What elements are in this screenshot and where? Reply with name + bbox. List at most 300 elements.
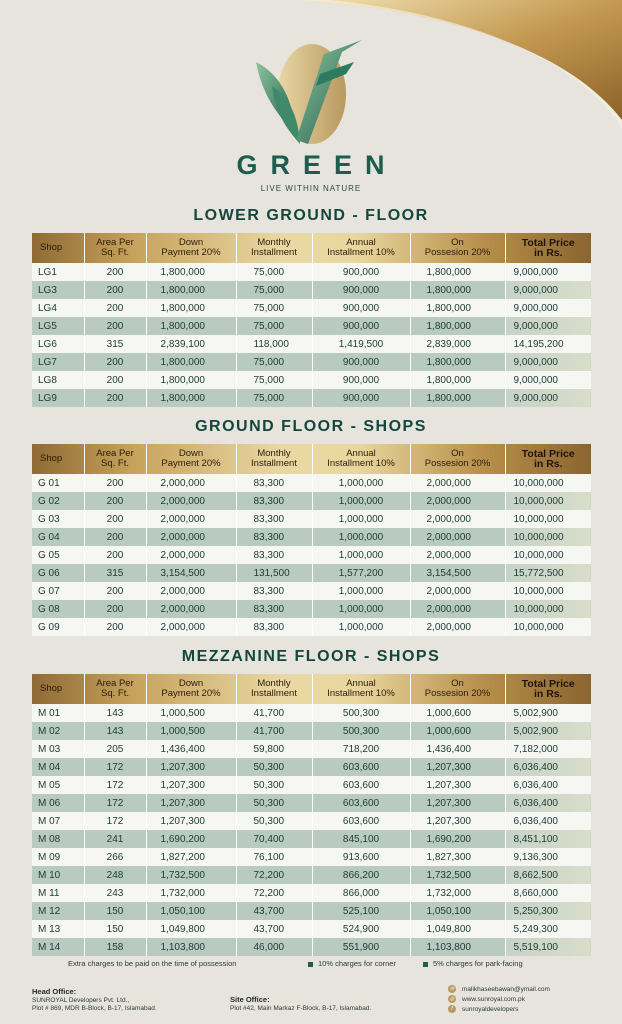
cell-area: 200 (84, 600, 146, 618)
cell-shop: LG3 (32, 281, 84, 299)
cell-shop: G 05 (32, 546, 84, 564)
cell-annual: 603,600 (312, 758, 410, 776)
table-row (32, 564, 591, 582)
cell-possession: 1,800,000 (410, 281, 505, 299)
cell-shop: M 12 (32, 902, 84, 920)
cell-possession: 2,839,000 (410, 335, 505, 353)
brand-tagline: LIVE WITHIN NATURE (260, 184, 362, 193)
cell-shop: LG6 (32, 335, 84, 353)
cell-annual: 603,600 (312, 794, 410, 812)
cell-area: 200 (84, 281, 146, 299)
price-table-lower-ground (32, 233, 591, 407)
cell-total: 9,000,000 (505, 371, 591, 389)
cell-annual: 866,000 (312, 884, 410, 902)
cell-annual: 1,000,000 (312, 546, 410, 564)
cell-monthly: 75,000 (236, 353, 312, 371)
col-header-total: Total Price in Rs. (521, 678, 575, 700)
cell-possession: 1,207,300 (410, 794, 505, 812)
table-row (32, 353, 591, 371)
cell-down: 1,207,300 (146, 812, 236, 830)
cell-down: 2,000,000 (146, 582, 236, 600)
cell-annual: 603,600 (312, 812, 410, 830)
site-office-label: Site Office: (230, 995, 270, 1004)
brand-name: GREEN (236, 150, 398, 180)
cell-annual: 900,000 (312, 317, 410, 335)
cell-area: 205 (84, 740, 146, 758)
cell-possession: 1,436,400 (410, 740, 505, 758)
cell-shop: M 07 (32, 812, 84, 830)
cell-possession: 2,000,000 (410, 474, 505, 492)
note-corner: 10% charges for corner (308, 959, 396, 968)
cell-area: 200 (84, 510, 146, 528)
contact-info (448, 984, 550, 1014)
cell-down: 3,154,500 (146, 564, 236, 582)
cell-possession: 1,000,600 (410, 704, 505, 722)
table-row (32, 704, 591, 722)
cell-total: 10,000,000 (505, 600, 591, 618)
cell-shop: G 03 (32, 510, 84, 528)
table-row (32, 263, 591, 281)
cell-area: 200 (84, 546, 146, 564)
cell-total: 10,000,000 (505, 582, 591, 600)
cell-annual: 900,000 (312, 389, 410, 407)
head-office-line1: SUNROYAL Developers Pvt. Ltd., (32, 997, 130, 1004)
cell-annual: 900,000 (312, 263, 410, 281)
cell-area: 172 (84, 758, 146, 776)
cell-monthly: 41,700 (236, 722, 312, 740)
cell-down: 1,800,000 (146, 281, 236, 299)
table-row (32, 600, 591, 618)
cell-area: 172 (84, 776, 146, 794)
cell-possession: 2,000,000 (410, 546, 505, 564)
cell-possession: 1,800,000 (410, 389, 505, 407)
cell-monthly: 83,300 (236, 618, 312, 636)
cell-total: 6,036,400 (505, 758, 591, 776)
cell-possession: 1,827,300 (410, 848, 505, 866)
cell-shop: G 08 (32, 600, 84, 618)
cell-area: 200 (84, 492, 146, 510)
cell-area: 143 (84, 704, 146, 722)
cell-area: 315 (84, 335, 146, 353)
cell-area: 172 (84, 794, 146, 812)
col-header-annual: Annual Installment 10% (312, 444, 410, 474)
table-row (32, 938, 591, 956)
col-header-down: Down Payment 20% (146, 674, 236, 704)
cell-total: 9,000,000 (505, 281, 591, 299)
cell-area: 200 (84, 299, 146, 317)
cell-down: 1,690,200 (146, 830, 236, 848)
cell-shop: G 07 (32, 582, 84, 600)
cell-down: 1,800,000 (146, 299, 236, 317)
email-icon: ✉ (449, 986, 455, 992)
table-row (32, 848, 591, 866)
note-extra-charges: Extra charges to be paid on the time of possession (68, 959, 237, 968)
cell-annual: 1,000,000 (312, 474, 410, 492)
table-row (32, 510, 591, 528)
cell-annual: 1,000,000 (312, 510, 410, 528)
cell-monthly: 46,000 (236, 938, 312, 956)
cell-possession: 1,000,600 (410, 722, 505, 740)
cell-shop: M 06 (32, 794, 84, 812)
cell-total: 15,772,500 (505, 564, 591, 582)
cell-total: 6,036,400 (505, 794, 591, 812)
cell-total: 6,036,400 (505, 812, 591, 830)
cell-monthly: 83,300 (236, 528, 312, 546)
head-office-label: Head Office: (32, 987, 77, 996)
cell-shop: LG9 (32, 389, 84, 407)
table-row (32, 618, 591, 636)
col-header-shop: Shop (32, 233, 84, 263)
table-header-row (32, 233, 591, 263)
cell-down: 2,000,000 (146, 546, 236, 564)
table-row (32, 902, 591, 920)
cell-shop: M 08 (32, 830, 84, 848)
cell-annual: 500,300 (312, 704, 410, 722)
cell-annual: 524,900 (312, 920, 410, 938)
table-row (32, 830, 591, 848)
cell-possession: 2,000,000 (410, 510, 505, 528)
cell-area: 266 (84, 848, 146, 866)
cell-down: 2,839,100 (146, 335, 236, 353)
cell-possession: 1,207,300 (410, 776, 505, 794)
cell-down: 2,000,000 (146, 474, 236, 492)
cell-annual: 1,000,000 (312, 528, 410, 546)
table-row (32, 335, 591, 353)
col-header-monthly: Monthly Installment (236, 674, 312, 704)
cell-total: 8,660,000 (505, 884, 591, 902)
contact-email[interactable]: malikhaseebawan@ymail.com (462, 985, 550, 993)
cell-total: 9,000,000 (505, 299, 591, 317)
cell-monthly: 83,300 (236, 474, 312, 492)
table-row (32, 299, 591, 317)
cell-monthly: 83,300 (236, 582, 312, 600)
cell-annual: 500,300 (312, 722, 410, 740)
cell-monthly: 50,300 (236, 758, 312, 776)
green-leaf-logo (250, 34, 370, 154)
table-row (32, 492, 591, 510)
cell-possession: 1,800,000 (410, 353, 505, 371)
cell-annual: 1,000,000 (312, 600, 410, 618)
cell-shop: M 10 (32, 866, 84, 884)
cell-possession: 2,000,000 (410, 582, 505, 600)
cell-shop: LG4 (32, 299, 84, 317)
cell-down: 1,800,000 (146, 371, 236, 389)
table-row (32, 776, 591, 794)
col-header-annual: Annual Installment 10% (312, 674, 410, 704)
cell-down: 1,732,500 (146, 866, 236, 884)
cell-annual: 718,200 (312, 740, 410, 758)
cell-monthly: 70,400 (236, 830, 312, 848)
cell-annual: 900,000 (312, 299, 410, 317)
table-row (32, 582, 591, 600)
cell-shop: G 04 (32, 528, 84, 546)
cell-area: 241 (84, 830, 146, 848)
table-header-row (32, 674, 591, 704)
cell-down: 2,000,000 (146, 600, 236, 618)
cell-monthly: 50,300 (236, 812, 312, 830)
cell-possession: 2,000,000 (410, 618, 505, 636)
cell-area: 200 (84, 263, 146, 281)
cell-total: 9,136,300 (505, 848, 591, 866)
cell-monthly: 72,200 (236, 884, 312, 902)
cell-area: 315 (84, 564, 146, 582)
bullet-square-icon (423, 962, 428, 967)
cell-annual: 1,419,500 (312, 335, 410, 353)
cell-total: 8,451,100 (505, 830, 591, 848)
table-row (32, 794, 591, 812)
cell-shop: G 01 (32, 474, 84, 492)
cell-shop: M 03 (32, 740, 84, 758)
cell-down: 1,103,800 (146, 938, 236, 956)
cell-monthly: 83,300 (236, 492, 312, 510)
table-row (32, 758, 591, 776)
cell-shop: M 13 (32, 920, 84, 938)
cell-area: 200 (84, 389, 146, 407)
cell-down: 1,207,300 (146, 758, 236, 776)
table-row (32, 528, 591, 546)
cell-shop: M 02 (32, 722, 84, 740)
cell-shop: M 05 (32, 776, 84, 794)
cell-down: 1,800,000 (146, 389, 236, 407)
col-header-down: Down Payment 20% (146, 233, 236, 263)
cell-total: 10,000,000 (505, 474, 591, 492)
col-header-monthly: Monthly Installment (236, 233, 312, 263)
col-header-down: Down Payment 20% (146, 444, 236, 474)
cell-shop: LG1 (32, 263, 84, 281)
cell-monthly: 75,000 (236, 389, 312, 407)
cell-shop: LG5 (32, 317, 84, 335)
cell-possession: 1,050,100 (410, 902, 505, 920)
cell-annual: 1,000,000 (312, 582, 410, 600)
cell-down: 1,732,000 (146, 884, 236, 902)
cell-down: 1,000,500 (146, 722, 236, 740)
cell-monthly: 75,000 (236, 263, 312, 281)
price-table-ground-floor (32, 444, 591, 636)
table-row (32, 371, 591, 389)
cell-shop: M 04 (32, 758, 84, 776)
cell-area: 200 (84, 353, 146, 371)
cell-total: 9,000,000 (505, 263, 591, 281)
col-header-shop: Shop (32, 674, 84, 704)
cell-down: 1,827,200 (146, 848, 236, 866)
cell-annual: 900,000 (312, 281, 410, 299)
section-title-lower-ground: LOWER GROUND - FLOOR (193, 207, 429, 224)
cell-monthly: 75,000 (236, 281, 312, 299)
cell-area: 143 (84, 722, 146, 740)
cell-monthly: 75,000 (236, 371, 312, 389)
cell-possession: 1,732,500 (410, 866, 505, 884)
col-header-annual: Annual Installment 10% (312, 233, 410, 263)
cell-monthly: 83,300 (236, 510, 312, 528)
cell-total: 10,000,000 (505, 492, 591, 510)
section-title-ground-floor: GROUND FLOOR - SHOPS (195, 418, 427, 435)
cell-area: 200 (84, 582, 146, 600)
cell-monthly: 75,000 (236, 317, 312, 335)
cell-area: 158 (84, 938, 146, 956)
cell-possession: 1,800,000 (410, 299, 505, 317)
section-title-mezzanine: MEZZANINE FLOOR - SHOPS (181, 648, 441, 665)
cell-down: 1,050,100 (146, 902, 236, 920)
cell-down: 2,000,000 (146, 510, 236, 528)
table-row (32, 740, 591, 758)
cell-area: 200 (84, 528, 146, 546)
cell-down: 2,000,000 (146, 528, 236, 546)
cell-down: 1,800,000 (146, 317, 236, 335)
cell-down: 2,000,000 (146, 618, 236, 636)
cell-area: 200 (84, 371, 146, 389)
cell-monthly: 72,200 (236, 866, 312, 884)
table-row (32, 884, 591, 902)
cell-total: 5,250,300 (505, 902, 591, 920)
social-icon: f (448, 1005, 456, 1013)
cell-shop: M 14 (32, 938, 84, 956)
cell-total: 6,036,400 (505, 776, 591, 794)
cell-monthly: 118,000 (236, 335, 312, 353)
site-office-info (230, 996, 371, 1013)
cell-area: 172 (84, 812, 146, 830)
cell-annual: 525,100 (312, 902, 410, 920)
cell-possession: 1,732,000 (410, 884, 505, 902)
col-header-total: Total Price in Rs. (521, 237, 575, 259)
cell-total: 9,000,000 (505, 389, 591, 407)
cell-monthly: 50,300 (236, 776, 312, 794)
cell-shop: M 09 (32, 848, 84, 866)
col-header-area: Area Per Sq. Ft. (84, 674, 146, 704)
cell-shop: LG8 (32, 371, 84, 389)
col-header-shop: Shop (32, 444, 84, 474)
cell-monthly: 75,000 (236, 299, 312, 317)
cell-monthly: 76,100 (236, 848, 312, 866)
table-row (32, 812, 591, 830)
cell-possession: 1,103,800 (410, 938, 505, 956)
cell-shop: LG7 (32, 353, 84, 371)
table-row (32, 722, 591, 740)
cell-shop: G 09 (32, 618, 84, 636)
cell-area: 150 (84, 902, 146, 920)
cell-total: 10,000,000 (505, 618, 591, 636)
cell-possession: 2,000,000 (410, 600, 505, 618)
cell-area: 200 (84, 317, 146, 335)
cell-annual: 900,000 (312, 353, 410, 371)
col-header-possession: On Possesion 20% (410, 444, 505, 474)
table-body (32, 474, 591, 636)
cell-annual: 551,900 (312, 938, 410, 956)
col-header-possession: On Possesion 20% (410, 674, 505, 704)
col-header-monthly: Monthly Installment (236, 444, 312, 474)
cell-monthly: 131,500 (236, 564, 312, 582)
cell-possession: 3,154,500 (410, 564, 505, 582)
cell-total: 8,662,500 (505, 866, 591, 884)
table-row (32, 546, 591, 564)
cell-monthly: 43,700 (236, 920, 312, 938)
cell-down: 1,000,500 (146, 704, 236, 722)
cell-down: 1,436,400 (146, 740, 236, 758)
cell-monthly: 43,700 (236, 902, 312, 920)
cell-down: 1,800,000 (146, 353, 236, 371)
bullet-square-icon (308, 962, 313, 967)
cell-shop: M 11 (32, 884, 84, 902)
cell-annual: 603,600 (312, 776, 410, 794)
cell-possession: 1,207,300 (410, 812, 505, 830)
cell-monthly: 50,300 (236, 794, 312, 812)
cell-down: 2,000,000 (146, 492, 236, 510)
note-park-facing: 5% charges for park-facing (423, 959, 523, 968)
col-header-area: Area Per Sq. Ft. (84, 444, 146, 474)
cell-total: 5,249,300 (505, 920, 591, 938)
cell-down: 1,800,000 (146, 263, 236, 281)
cell-total: 9,000,000 (505, 353, 591, 371)
cell-total: 10,000,000 (505, 546, 591, 564)
cell-total: 5,002,900 (505, 722, 591, 740)
cell-possession: 1,800,000 (410, 317, 505, 335)
table-header-row (32, 444, 591, 474)
cell-total: 5,002,900 (505, 704, 591, 722)
cell-shop: M 01 (32, 704, 84, 722)
cell-area: 243 (84, 884, 146, 902)
table-row (32, 317, 591, 335)
cell-annual: 845,100 (312, 830, 410, 848)
contact-website[interactable]: www.sunroyal.com.pk (462, 995, 525, 1003)
col-header-area: Area Per Sq. Ft. (84, 233, 146, 263)
cell-annual: 1,000,000 (312, 492, 410, 510)
cell-possession: 1,049,800 (410, 920, 505, 938)
head-office-info (32, 988, 157, 1013)
globe-icon: ◎ (449, 996, 455, 1002)
cell-possession: 1,690,200 (410, 830, 505, 848)
table-row (32, 389, 591, 407)
cell-possession: 1,800,000 (410, 371, 505, 389)
col-header-possession: On Possesion 20% (410, 233, 505, 263)
table-row (32, 281, 591, 299)
cell-area: 248 (84, 866, 146, 884)
cell-possession: 2,000,000 (410, 528, 505, 546)
cell-monthly: 41,700 (236, 704, 312, 722)
cell-monthly: 59,800 (236, 740, 312, 758)
cell-total: 10,000,000 (505, 528, 591, 546)
table-row (32, 866, 591, 884)
price-table-mezzanine (32, 674, 591, 956)
cell-monthly: 83,300 (236, 600, 312, 618)
cell-down: 1,207,300 (146, 794, 236, 812)
cell-shop: G 02 (32, 492, 84, 510)
cell-annual: 900,000 (312, 371, 410, 389)
cell-total: 5,519,100 (505, 938, 591, 956)
cell-possession: 1,207,300 (410, 758, 505, 776)
cell-area: 150 (84, 920, 146, 938)
table-body (32, 704, 591, 956)
table-row (32, 474, 591, 492)
cell-annual: 1,000,000 (312, 618, 410, 636)
cell-area: 200 (84, 474, 146, 492)
cell-annual: 1,577,200 (312, 564, 410, 582)
contact-social[interactable]: sunroyaldevelopers (462, 1005, 519, 1013)
cell-total: 14,195,200 (505, 335, 591, 353)
cell-total: 7,182,000 (505, 740, 591, 758)
cell-possession: 2,000,000 (410, 492, 505, 510)
cell-annual: 913,600 (312, 848, 410, 866)
cell-annual: 866,200 (312, 866, 410, 884)
cell-down: 1,049,800 (146, 920, 236, 938)
cell-down: 1,207,300 (146, 776, 236, 794)
cell-monthly: 83,300 (236, 546, 312, 564)
cell-total: 9,000,000 (505, 317, 591, 335)
head-office-line2: Plot # 869, MDR B-Block, B-17, Islamabad. (32, 1005, 157, 1012)
cell-possession: 1,800,000 (410, 263, 505, 281)
cell-shop: G 06 (32, 564, 84, 582)
table-row (32, 920, 591, 938)
table-body (32, 263, 591, 407)
site-office-line1: Plot #42, Main Markaz F-Block, B-17, Islamabad. (230, 1005, 372, 1012)
